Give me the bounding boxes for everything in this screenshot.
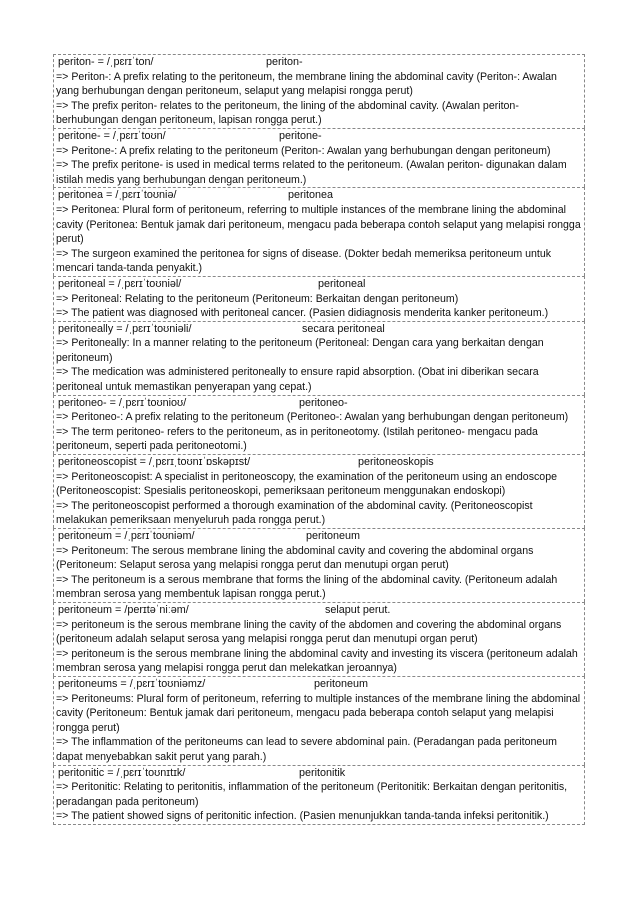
entry-translation: peritoneoskopis xyxy=(358,456,434,469)
entry-example: => The term peritoneo- refers to the peritoneum, as in peritoneotomy. (Istilah peritoneo- mengacu pada peritoneum, seperti pada peritoneotomi.) xyxy=(56,425,538,453)
entry-term: peritoneum = /perɪtəˈniːəm/ xyxy=(58,603,189,616)
entry-term: peritoneo- = /ˌpɛrɪˈtoʊnioʊ/ xyxy=(58,396,187,409)
entry-example: => The prefix peritone- is used in medical terms related to the peritoneum. (Awalan periton- digunakan dalam istilah medis yang berhubungan dengan peritoneum.) xyxy=(56,159,567,186)
glossary-entry xyxy=(53,276,585,321)
glossary-entry xyxy=(53,602,585,676)
entry-header xyxy=(56,188,582,203)
entry-definition: => Peritonitic: Relating to peritonitis, inflammation of the peritoneum (Peritonitik: Berkaitan dengan peritonitis, peradangan pada peritoneum) xyxy=(56,781,568,808)
entry-term: peritone- = /ˌpɛrɪˈtoʊn/ xyxy=(58,129,166,142)
entry-header xyxy=(56,129,582,144)
entry-definition: => Peritoneo-: A prefix relating to the peritoneum (Peritoneo-: Awalan yang berhubungan dengan peritoneum) xyxy=(56,411,569,424)
glossary-entry xyxy=(53,676,585,765)
glossary-entry xyxy=(53,528,585,602)
entry-definition: => Peritoneum: The serous membrane lining the abdominal cavity and covering the abdominal organs (Peritoneum: Selaput serosa yang melapisi rongga perut dan menutupi organ perut) xyxy=(56,544,534,572)
entry-definition: => Peritoneally: In a manner relating to the peritoneum (Peritoneal: Dengan cara yang berkaitan dengan peritoneum) xyxy=(56,337,544,364)
entry-header xyxy=(56,603,582,618)
entry-header xyxy=(56,677,582,692)
glossary-sheet xyxy=(53,54,585,825)
entry-term: peritonitic = /ˌpɛrɪˈtoʊnɪtɪk/ xyxy=(58,766,186,779)
glossary-entry xyxy=(53,54,585,128)
entry-translation: periton- xyxy=(266,56,303,68)
entry-header xyxy=(56,396,582,411)
entry-definition: => peritoneum is the serous membrane lining the cavity of the abdomen and covering the abdominal organs (peritoneum adalah selaput serosa yang melapisi rongga perut dan menutupi organ perut) xyxy=(56,618,562,646)
entry-example: => The peritoneoscopist performed a thorough examination of the abdominal cavity. (Peritoneoscopist melakukan pemeriksaan menyeluruh pada rongga perut.) xyxy=(56,499,533,527)
entry-translation: selaput perut. xyxy=(325,603,391,616)
entry-translation: peritone- xyxy=(279,129,322,142)
entry-term: peritoneally = /ˌpɛrɪˈtoʊniəli/ xyxy=(58,322,192,335)
entry-translation: peritoneal xyxy=(318,277,366,290)
glossary-entry xyxy=(53,321,585,395)
entry-example: => The patient was diagnosed with peritoneal cancer. (Pasien didiagnosis menderita kanker peritoneum.) xyxy=(56,307,549,320)
glossary-entry xyxy=(53,128,585,187)
entry-definition: => Peritoneoscopist: A specialist in peritoneoscopy, the examination of the peritoneum using an endoscope (Peritoneoscopist: Spesialis peritoneoskopi, pemeriksaan peritoneum menggunakan endoskopi) xyxy=(56,470,557,498)
glossary-entry xyxy=(53,395,585,454)
entry-example: => The prefix periton- relates to the peritoneum, the lining of the abdominal cavity. (Awalan periton- berhubungan dengan peritoneum, lapisan rongga perut.) xyxy=(56,99,519,127)
entry-translation: peritonea xyxy=(288,189,334,202)
entry-header xyxy=(56,55,582,70)
entry-term: peritoneal = /ˌpɛrɪˈtoʊniəl/ xyxy=(58,277,182,290)
entry-header xyxy=(56,322,582,337)
entry-term: peritoneums = /ˌpɛrɪˈtoʊniəmz/ xyxy=(58,677,206,690)
entry-example: => peritoneum is the serous membrane lining the abdominal cavity and investing its viscera (peritoneum adalah membran serosa yang melapisi rongga perut dan melekatkan jeroannya) xyxy=(56,647,578,675)
entry-translation: peritonitik xyxy=(299,766,346,779)
entry-header xyxy=(56,455,582,470)
entry-definition: => Peritone-: A prefix relating to the peritoneum (Periton-: Awalan yang berhubungan dengan peritoneum) xyxy=(56,144,551,157)
entry-definition: => Peritoneums: Plural form of peritoneum, referring to multiple instances of the membrane lining the abdominal cavity (Peritoneum: Bentuk jamak dari peritoneum, mengacu pada beberapa contoh selaput yang melapisi rongga perut) xyxy=(56,692,581,734)
entry-translation: peritoneo- xyxy=(299,396,348,409)
glossary-entry xyxy=(53,454,585,528)
entry-translation: secara peritoneal xyxy=(302,322,385,335)
entry-definition: => Peritonea: Plural form of peritoneum, referring to multiple instances of the membrane lining the abdominal cavity (Peritonea: Bentuk jamak dari peritoneum, mengacu pada beberapa contoh selaput yang melapisi rongga perut) xyxy=(56,203,581,246)
entry-translation: peritoneum xyxy=(306,530,361,542)
entry-definition: => Periton-: A prefix relating to the peritoneum, the membrane lining the abdominal cavity (Periton-: Awalan yang berhubungan dengan peritoneum, selaput yang melapisi rongga perut) xyxy=(56,70,557,98)
entry-header xyxy=(56,766,582,781)
glossary-entry xyxy=(53,187,585,276)
entry-example: => The patient showed signs of peritonitic infection. (Pasien menunjukkan tanda-tanda infeksi peritonitik.) xyxy=(56,810,549,823)
entry-definition: => Peritoneal: Relating to the peritoneum (Peritoneum: Berkaitan dengan peritoneum) xyxy=(56,292,459,305)
glossary-entry xyxy=(53,765,585,825)
entry-example: => The surgeon examined the peritonea for signs of disease. (Dokter bedah memeriksa peritoneum untuk mencari tanda-tanda penyakit.) xyxy=(56,247,552,275)
entry-example: => The medication was administered peritoneally to ensure rapid absorption. (Obat ini diberikan secara peritoneal untuk memastikan penyerapan yang cepat.) xyxy=(56,366,539,394)
entry-example: => The peritoneum is a serous membrane that forms the lining of the abdominal cavity. (Peritoneum adalah membran serosa yang membentuk lapisan rongga perut.) xyxy=(56,573,558,601)
entry-header xyxy=(56,529,582,544)
entry-term: peritoneoscopist = /ˌpɛrɪˌtoʊnɪˈɒskəpɪst/ xyxy=(58,456,251,469)
entry-header xyxy=(56,277,582,292)
entry-term: peritonea = /ˌpɛrɪˈtoʊniə/ xyxy=(58,189,177,202)
entry-term: peritoneum = /ˌpɛrɪˈtoʊniəm/ xyxy=(58,530,195,542)
entry-example: => The inflammation of the peritoneums can lead to severe abdominal pain. (Peradangan pada peritoneum dapat menyebabkan sakit perut yang parah.) xyxy=(56,736,557,763)
entry-term: periton- = /ˌpɛrɪˈton/ xyxy=(58,56,154,68)
entry-translation: peritoneum xyxy=(314,677,369,690)
